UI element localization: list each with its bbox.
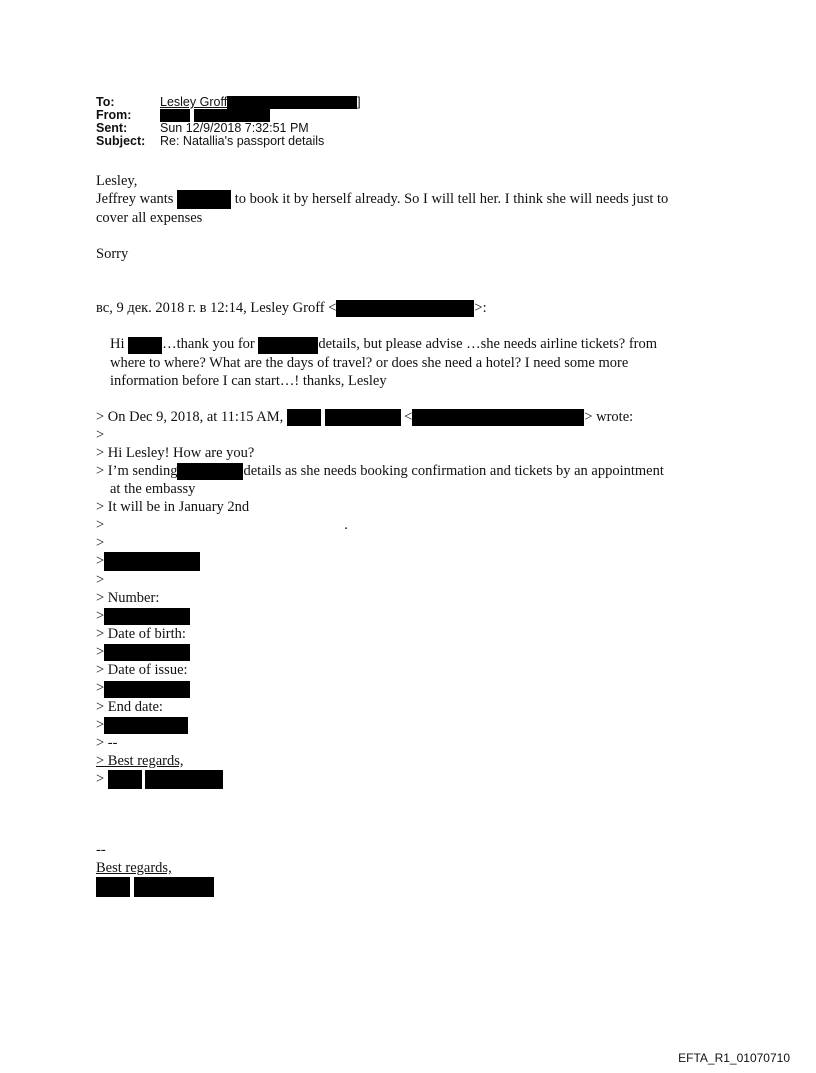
to-label: To: [96,95,115,109]
reply-line-2: cover all expenses [96,210,203,227]
quote-header [96,299,726,317]
orig-hi: > Hi Lesley! How are you? [96,444,255,461]
signature-regards: Best regards, [96,859,172,876]
quote-text: > On Dec 9, 2018, at 11:15 AM, [96,408,284,425]
redaction-block [287,409,321,426]
redaction-block [177,463,243,480]
reply-text: Jeffrey wants [96,191,174,207]
document-id: EFTA_R1_01070710 [678,1051,790,1065]
doi-label: > Date of issue: [96,662,188,679]
to-row [96,96,361,109]
reply-text: to book it by herself already. So I will tell her. I think she will needs just to [234,191,669,207]
reply-greeting: Lesley, [96,173,138,189]
subject-value: Re: Natallia's passport details [160,134,325,148]
lesley-line-2: where to where? What are the days of travel? or does she need a hotel? I need some more [110,354,629,371]
stray-dot: . [344,516,348,533]
orig-regards: > Best regards, [96,752,184,769]
redaction-block [104,552,200,571]
redaction-block [104,681,190,698]
redaction-block [128,337,162,354]
subject-row [96,135,361,148]
orig-signature: > [96,770,726,789]
quote-text: details, but please advise …she needs airline tickets? from [318,336,658,353]
quote-header-text: вс, 9 дек. 2018 г. в 12:14, Lesley Groff < [96,300,337,317]
orig-january: > It will be in January 2nd [96,498,250,515]
signature-dashes: -- [96,841,106,858]
subject-label: Subject: [96,134,146,148]
quote-text: > I’m sending [96,462,178,479]
quote-marker: > [96,426,105,443]
end-date-value: > [96,716,726,734]
orig-send-line [96,462,726,480]
redaction-block [145,770,223,789]
redaction-block [104,717,188,734]
to-value: Lesley Groff [160,95,228,109]
reply-sorry: Sorry [96,246,129,263]
sent-value: Sun 12/9/2018 7:32:51 PM [160,121,309,135]
redaction-block [108,770,142,789]
redaction-block [412,409,584,426]
redaction-block [134,877,214,897]
to-suffix: ] [357,95,361,109]
reply-line-1 [96,190,726,209]
quote-marker: > [96,534,105,551]
quote-text: > wrote: [584,408,634,425]
quote-text: Hi [110,336,125,353]
orig-header [96,408,726,426]
lesley-quote [96,335,726,389]
redaction-block [325,409,401,426]
quote-marker: > [96,552,726,571]
orig-send-line-2: at the embassy [110,480,196,497]
dob-value: > [96,643,726,661]
passport-number-value: > [96,607,726,625]
signature-name [96,877,726,897]
quote-text: …thank you for [162,336,255,353]
redaction-block [177,190,231,209]
dob-label: > Date of birth: [96,626,186,643]
lesley-line-1 [110,335,726,353]
quote-marker: > [96,572,105,589]
passport-number-label: > Number: [96,590,160,607]
redaction-block [258,337,318,354]
email-body [96,172,726,897]
lesley-line-3: information before I can start…! thanks, Lesley [110,372,387,389]
quote-marker: > . [96,516,348,533]
sent-label: Sent: [96,121,128,135]
end-date-label: > End date: [96,698,163,715]
quote-text: details as she needs booking confirmation and tickets by an appointment [243,462,664,479]
redaction-block [336,300,474,317]
from-label: From: [96,108,132,122]
orig-dashes: > -- [96,734,118,751]
doi-value: > [96,679,726,697]
quote-header-text: >: [474,300,487,317]
quote-text: < [404,408,413,425]
email-header [96,96,361,148]
redaction-block [227,96,357,109]
redaction-block [104,644,190,661]
redaction-block [96,877,130,897]
redaction-block [104,608,190,625]
